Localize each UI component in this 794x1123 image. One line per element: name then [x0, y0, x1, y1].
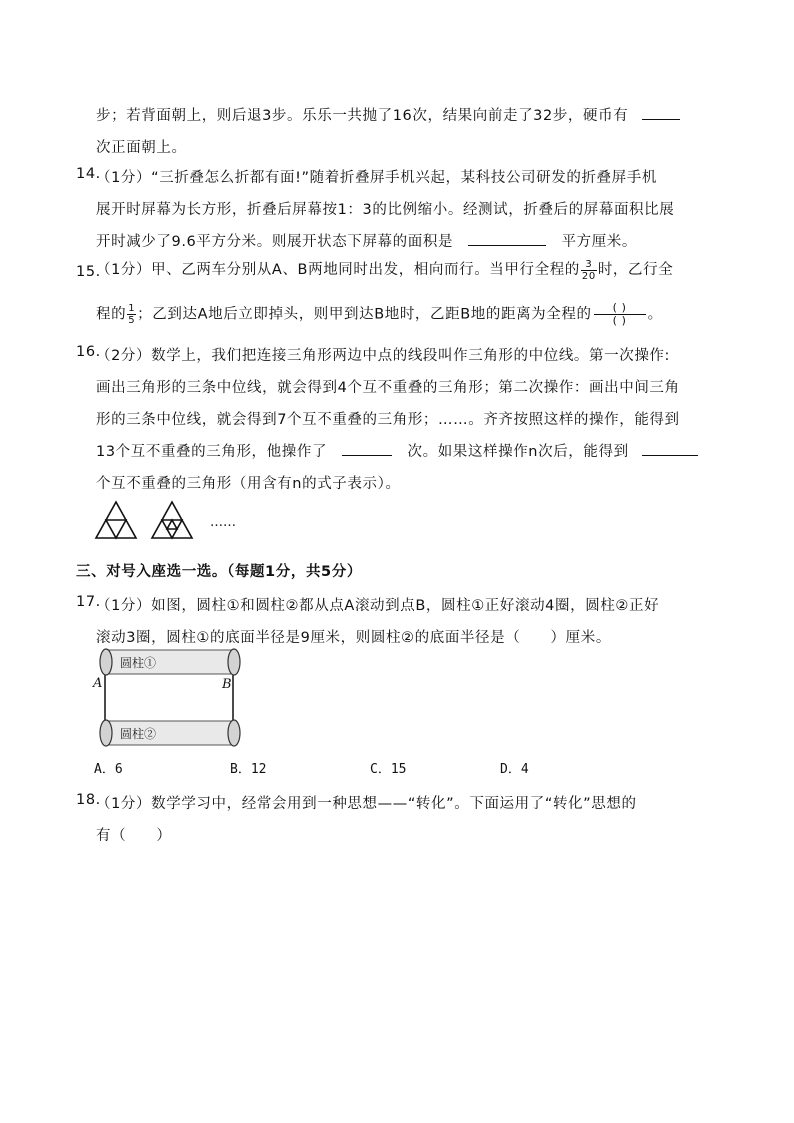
q15-number: 15.: [76, 264, 101, 280]
q17-option-a[interactable]: A．6: [94, 762, 123, 777]
q14-text-line2: 展开时屏幕为长方形，折叠后屏幕按1：3的比例缩小。经测试，折叠后的屏幕面积比展: [96, 202, 675, 218]
q15-fraction-3-20: [581, 259, 597, 282]
q14-text: 开时减少了9.6平方分米。则展开状态下屏幕的面积是: [96, 234, 454, 250]
point-a-label: A: [93, 676, 103, 691]
q14-number: 14.: [76, 166, 101, 182]
q15-text: 。: [647, 306, 663, 323]
q15-fraction-1-5: [127, 303, 136, 326]
q16-text-line5: 个互不重叠的三角形（用含有n的式子表示）。: [96, 476, 401, 492]
q17-text-line1: （1分）如图，圆柱①和圆柱②都从点A滚动到点B，圆柱①正好滚动4圈，圆柱②正好: [96, 598, 660, 614]
fraction-denominator: 20: [581, 270, 596, 282]
q14-text-line3: [96, 230, 637, 251]
fraction-numerator-blank[interactable]: ( ): [594, 302, 646, 315]
point-b-label: B: [222, 677, 232, 692]
q14-unit: 平方厘米。: [561, 234, 637, 250]
fraction-numerator: 1: [128, 303, 136, 314]
q15-text: （1分）甲、乙两车分别从A、B两地同时出发，相向而行。当甲行全程的: [96, 262, 580, 278]
q16-triangle-figures: [92, 498, 252, 544]
q16-text-line3: 形的三条中位线，就会得到7个互不重叠的三角形；……。齐齐按照这样的操作，能得到: [96, 412, 680, 428]
q16-number: 16.: [76, 344, 101, 360]
cylinder-2-icon: [100, 720, 240, 746]
q15-text: ；乙到达A地后立即掉头，则甲到达B地时，乙距B地的距离为全程的: [137, 306, 592, 323]
q17-option-b[interactable]: B．12: [230, 762, 267, 777]
q15-text-line2: [96, 302, 663, 327]
cylinder-2-label: 圆柱②: [120, 727, 157, 741]
q17-option-c[interactable]: C．15: [370, 762, 407, 777]
q17-option-d[interactable]: D．4: [500, 762, 529, 777]
triangle-ellipsis: ……: [210, 515, 236, 530]
q13-text: 步；若背面朝上，则后退3步。乐乐一共抛了16次，结果向前走了32步，硬币有: [96, 108, 629, 124]
q16-text-line4: [96, 440, 698, 461]
q16-text: 次。如果这样操作n次后，能得到: [407, 444, 629, 460]
fraction-denominator: 5: [128, 315, 136, 326]
q15-text: 程的: [96, 306, 127, 323]
section-3-title: 三、对号入座选一选。（每题1分，共5分）: [76, 564, 362, 580]
q17-number: 17.: [76, 594, 101, 610]
q18-number: 18.: [76, 792, 101, 808]
q15-text-line1: [96, 258, 673, 282]
q13-answer-blank[interactable]: [642, 105, 680, 120]
cylinder-1-icon: [100, 649, 240, 675]
q14-text-line1: （1分）“三折叠怎么折都有面!”随着折叠屏手机兴起，某科技公司研发的折叠屏手机: [96, 170, 657, 186]
q13-text-line1: [96, 104, 680, 125]
q16-text-line1: （2分）数学上，我们把连接三角形两边中点的线段叫作三角形的中位线。第一次操作:: [96, 348, 671, 364]
q15-text: 时，乙行全: [597, 262, 674, 278]
q13-text-line2: 次正面朝上。: [96, 140, 187, 156]
q14-answer-blank[interactable]: [468, 231, 546, 246]
q16-text: 13个互不重叠的三角形，他操作了: [96, 444, 328, 460]
q16-text-line2: 画出三角形的三条中位线，就会得到4个互不重叠的三角形；第二次操作：画出中间三角: [96, 380, 680, 396]
cylinder-1-label: 圆柱①: [120, 656, 157, 670]
triangle-step-2-figure: [152, 502, 192, 538]
q16-answer-blank-2[interactable]: [642, 441, 698, 456]
fraction-denominator-blank[interactable]: ( ): [612, 314, 627, 327]
q16-answer-blank-1[interactable]: [342, 441, 392, 456]
q17-cylinder-figure: [90, 646, 250, 752]
q15-answer-fraction-blank[interactable]: [594, 302, 646, 327]
q18-text-line2: 有（ ）: [96, 828, 172, 844]
q18-text-line1: （1分）数学学习中，经常会用到一种思想——“转化”。下面运用了“转化”思想的: [96, 796, 637, 812]
q17-text-line2: 滚动3圈，圆柱①的底面半径是9厘米，则圆柱②的底面半径是（ ）厘米。: [96, 630, 611, 646]
triangle-step-1-figure: [96, 502, 136, 538]
fraction-numerator: 3: [581, 259, 597, 271]
